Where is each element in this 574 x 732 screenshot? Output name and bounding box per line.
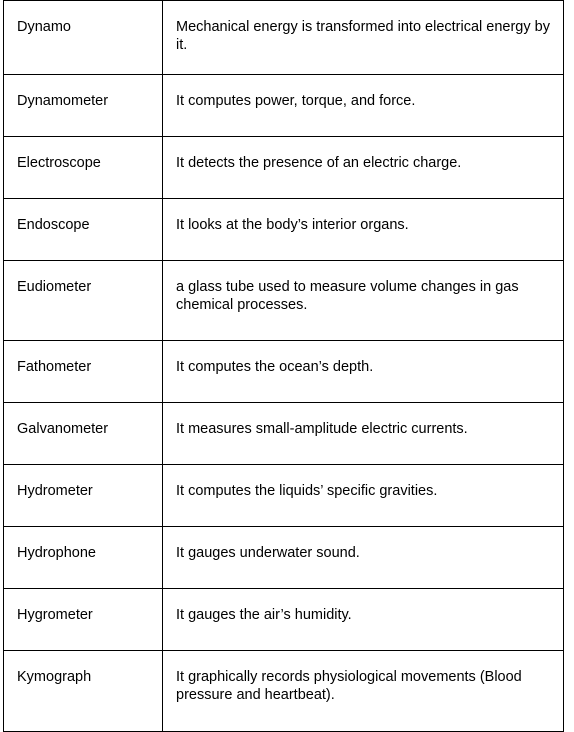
instrument-name: Hydrophone — [4, 527, 163, 589]
table-row — [4, 527, 564, 589]
instrument-name: Kymograph — [4, 651, 163, 732]
table-row — [4, 341, 564, 403]
table-row — [4, 137, 564, 199]
instrument-name: Endoscope — [4, 199, 163, 261]
instrument-description: Mechanical energy is transformed into electrical energy by it. — [163, 1, 564, 75]
table-row — [4, 75, 564, 137]
instrument-description: It computes power, torque, and force. — [163, 75, 564, 137]
instrument-name: Hydrometer — [4, 465, 163, 527]
instrument-description: It gauges the air’s humidity. — [163, 589, 564, 651]
table-row — [4, 589, 564, 651]
instrument-table-body — [4, 1, 564, 732]
instrument-name: Galvanometer — [4, 403, 163, 465]
instrument-description: It graphically records physiological movements (Blood pressure and heartbeat). — [163, 651, 564, 732]
instrument-description: It computes the liquids’ specific gravities. — [163, 465, 564, 527]
instrument-name: Dynamo — [4, 1, 163, 75]
instrument-description: It gauges underwater sound. — [163, 527, 564, 589]
instrument-description: It computes the ocean’s depth. — [163, 341, 564, 403]
instrument-description: It measures small-amplitude electric currents. — [163, 403, 564, 465]
table-row — [4, 403, 564, 465]
instrument-name: Fathometer — [4, 341, 163, 403]
table-row — [4, 1, 564, 75]
table-row — [4, 651, 564, 732]
table-row — [4, 261, 564, 341]
instrument-name: Dynamometer — [4, 75, 163, 137]
table-row — [4, 199, 564, 261]
instrument-description: It looks at the body’s interior organs. — [163, 199, 564, 261]
table-row — [4, 465, 564, 527]
instrument-name: Hygrometer — [4, 589, 163, 651]
instrument-name: Electroscope — [4, 137, 163, 199]
instrument-description: a glass tube used to measure volume changes in gas chemical processes. — [163, 261, 564, 341]
instrument-description: It detects the presence of an electric charge. — [163, 137, 564, 199]
instrument-table — [3, 0, 564, 732]
instrument-name: Eudiometer — [4, 261, 163, 341]
